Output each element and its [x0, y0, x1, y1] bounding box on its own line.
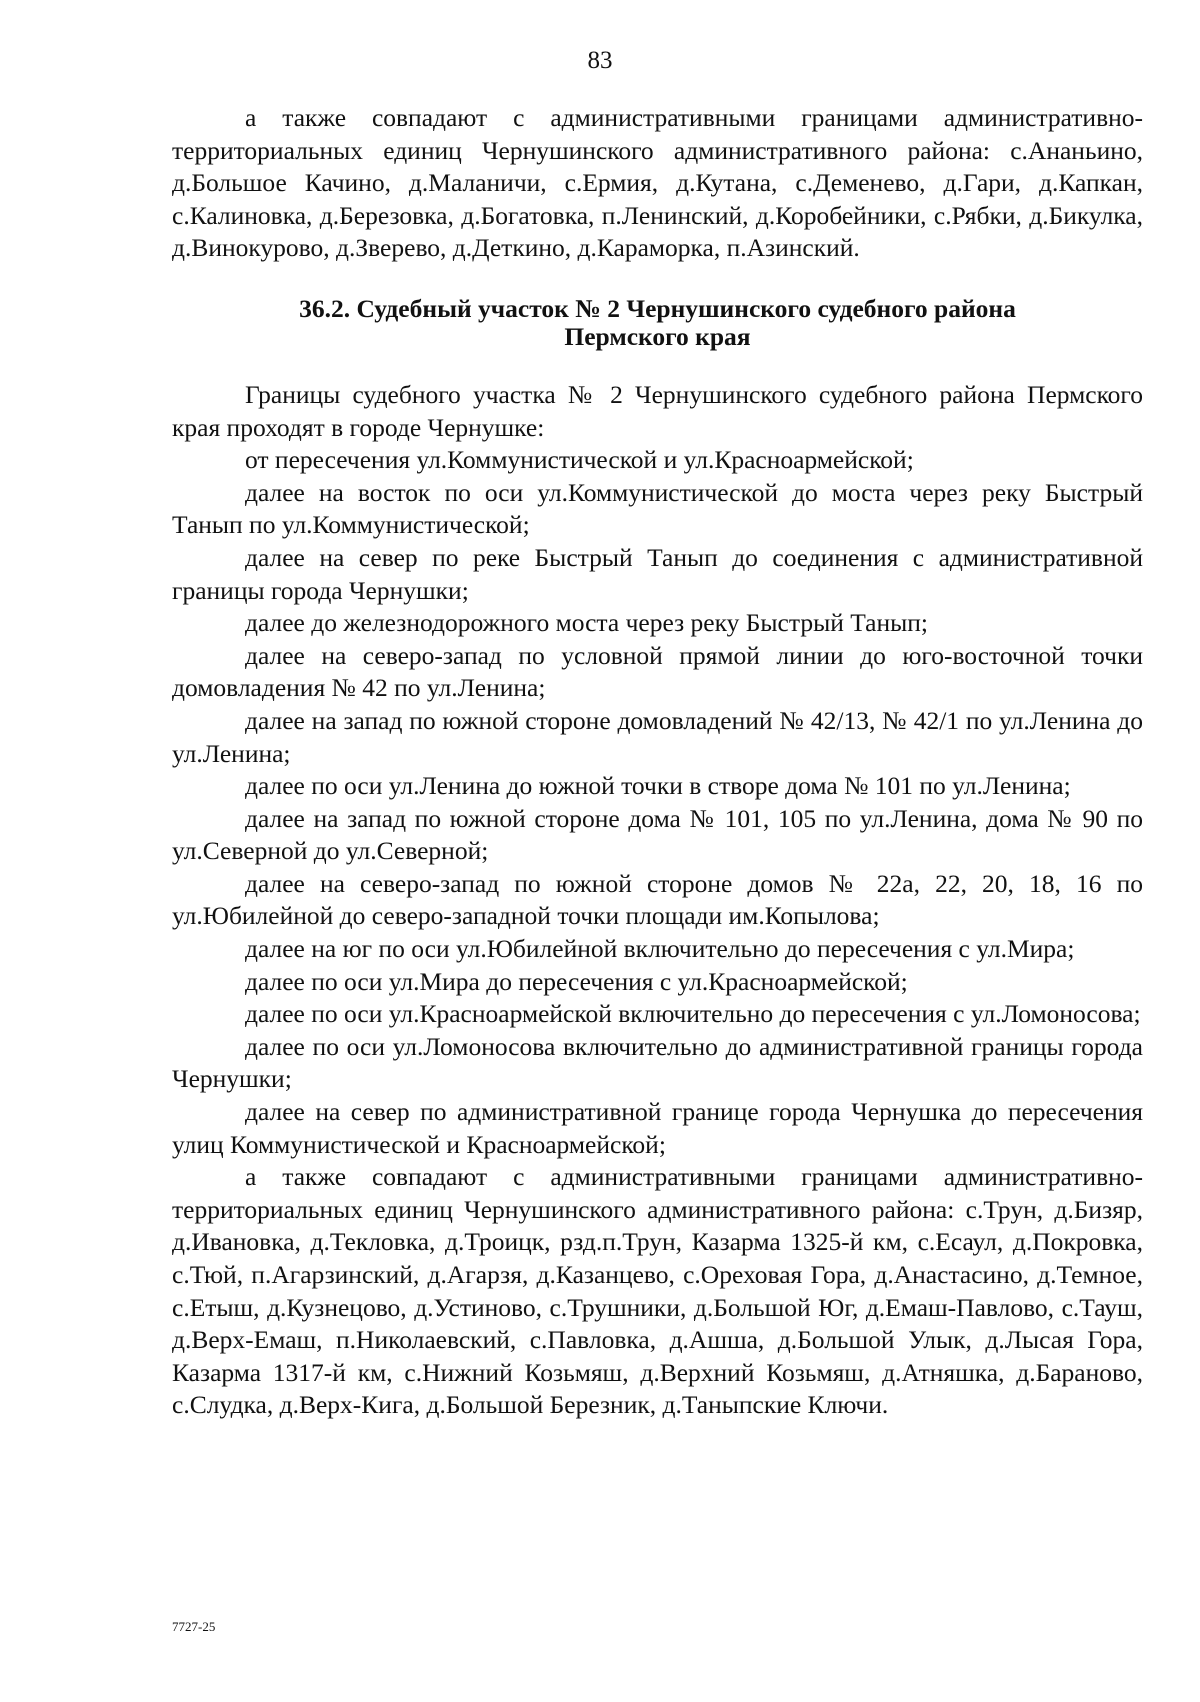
boundary-paragraph: далее по оси ул.Мира до пересечения с ул.Красноармейской;	[245, 966, 908, 996]
boundary-paragraph: от пересечения ул.Коммунистической и ул.Красноармейской;	[245, 445, 914, 475]
document-body	[172, 102, 1143, 1422]
section-heading	[172, 295, 1143, 351]
section-heading-line-1: 36.2. Судебный участок № 2 Чернушинского судебного района	[299, 293, 1016, 323]
section-heading-line-2: Пермского края	[564, 321, 751, 351]
document-code: 7727-25	[172, 1619, 216, 1634]
boundary-paragraph: далее на северо-запад по условной прямой линии до юго-восточной точки домовладения № 42 по ул.Ленина;	[172, 640, 1143, 703]
boundary-paragraph: далее на север по реке Быстрый Танып до соединения с административной границы города Чернушки;	[172, 542, 1143, 605]
boundary-paragraph: далее по оси ул.Красноармейской включительно до пересечения с ул.Ломоносова;	[245, 999, 1141, 1029]
boundary-paragraph: далее на восток по оси ул.Коммунистической до моста через реку Быстрый Танып по ул.Коммунистической;	[172, 477, 1143, 540]
boundary-paragraph: далее до железнодорожного моста через реку Быстрый Танып;	[245, 608, 928, 638]
boundary-paragraph: далее на юг по оси ул.Юбилейной включительно до пересечения с ул.Мира;	[245, 934, 1075, 964]
settlements-paragraph: а также совпадают с административными границами административно-территориальных единиц Чернушинского административного района: с.Трун, д.Бизяр, д.Ивановка, д.Текловка, д.Троицк, рзд.п.Трун, Казарма 1325-й км, с.Есаул, д.Покровка, с.Тюй, п.Агарзинский, д.Агарзя, д.Казанцево, с.Ореховая Гора, д.Анастасино, д.Темное, с.Етыш, д.Кузнецово, д.Устиново, с.Трушники, д.Большой Юг, д.Емаш-Павлово, с.Тауш, д.Верх-Емаш, п.Николаевский, с.Павловка, д.Ашша, д.Большой Улык, д.Лысая Гора, Казарма 1317-й км, с.Нижний Козьмяш, д.Верхний Козьмяш, д.Атняшка, д.Бараново, с.Слудка, д.Верх-Кига, д.Большой Березник, д.Таныпские Ключи.	[172, 1162, 1143, 1420]
page-number: 83	[587, 47, 613, 74]
intro-paragraph: а также совпадают с административными границами административно-территориальных единиц Чернушинского административного района: с.Ананьино, д.Большое Качино, д.Маланичи, с.Ермия, д.Кутана, с.Деменево, д.Гари, д.Капкан, с.Калиновка, д.Березовка, д.Богатовка, п.Ленинский, д.Коробейники, с.Рябки, д.Бикулка, д.Винокурово, д.Зверево, д.Деткино, д.Караморка, п.Азинский.	[172, 103, 1143, 263]
boundary-paragraph: Границы судебного участка № 2 Чернушинского судебного района Пермского края проходят в городе Чернушке:	[172, 379, 1143, 442]
boundary-paragraph: далее на север по административной границе города Чернушка до пересечения улиц Коммунистической и Красноармейской;	[172, 1097, 1143, 1159]
boundary-paragraph: далее на запад по южной стороне дома № 101, 105 по ул.Ленина, дома № 90 по ул.Северной до ул.Северной;	[172, 803, 1143, 866]
boundary-paragraph: далее по оси ул.Ленина до южной точки в створе дома № 101 по ул.Ленина;	[245, 771, 1071, 801]
boundary-paragraph: далее на северо-запад по южной стороне домов № 22а, 22, 20, 18, 16 по ул.Юбилейной до северо-западной точки площади им.Копылова;	[172, 868, 1143, 931]
boundary-paragraph: далее на запад по южной стороне домовладений № 42/13, № 42/1 по ул.Ленина до ул.Ленина;	[172, 705, 1143, 768]
boundary-paragraph: далее по оси ул.Ломоносова включительно до административной границы города Чернушки;	[172, 1031, 1143, 1094]
